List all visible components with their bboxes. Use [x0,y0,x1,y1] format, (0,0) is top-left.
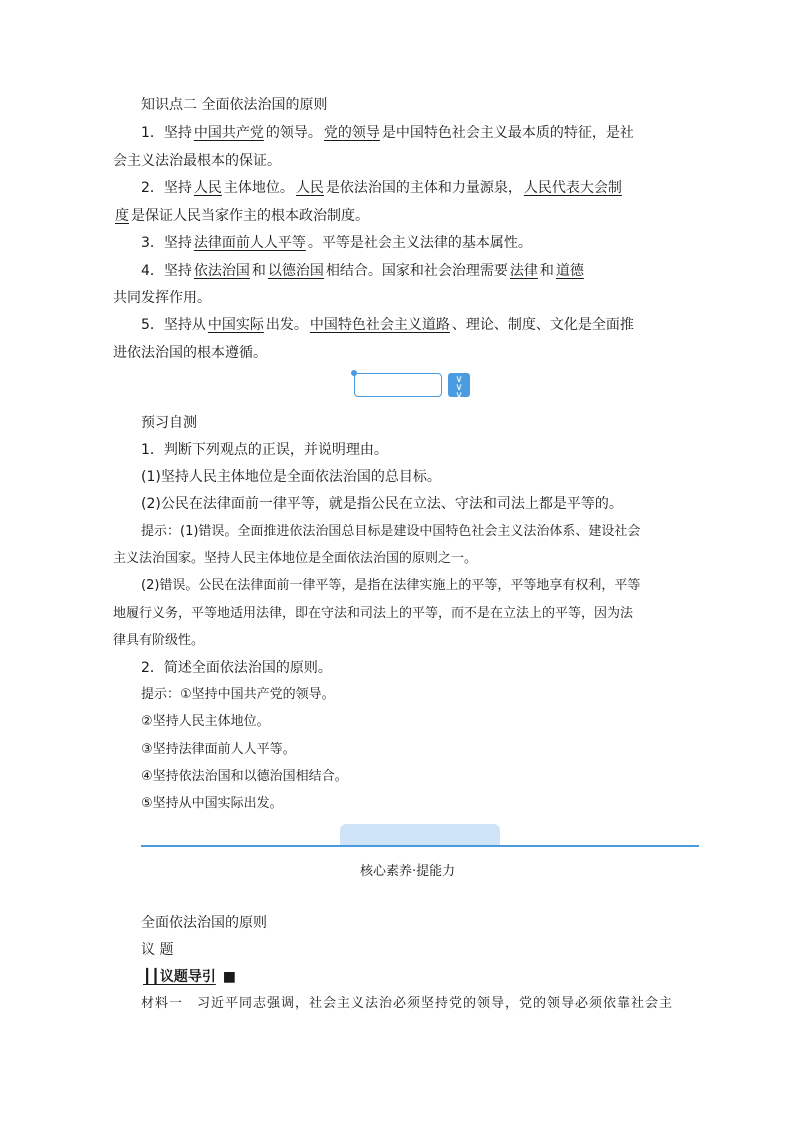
text: 主体地位。 [223,180,294,196]
text: 。平等是社会主义法律的基本属性。 [307,235,532,251]
hint-2-line1: 提示：①坚持中国共产党的领导。 [141,687,335,702]
text: 1．坚持 [141,125,192,141]
text: 是中国特色社会主义最本质的特征，是社 [381,125,634,141]
square-icon: ■ [217,969,236,985]
blank: 道德 [555,263,584,279]
blank: 依法治国 [193,263,250,279]
principle-1-line2: 会主义法治最根本的保证。 [113,153,281,169]
section2-title: 预习自测 [141,415,197,431]
text: 4．坚持 [141,263,192,279]
text: 是保证人民当家作主的根本政治制度。 [131,208,369,224]
principle-3 [141,234,711,252]
text: 3．坚持 [141,235,192,251]
hint-1b-line2: 地履行义务，平等地适用法律，即在守法和司法上的平等，而不是在立法上的平等，因为法 [113,606,634,621]
section3-title: 全面依法治国的原则 [141,915,267,931]
blank: 中国共产党 [193,125,264,141]
text: 5．坚持从 [141,317,206,333]
principle-1-line1 [141,124,711,142]
hint-2-line2: ②坚持人民主体地位。 [141,714,270,729]
hint-1a-line2: 主义法治国家。坚持人民主体地位是全面依法治国的原则之一。 [113,551,478,566]
hint-2-line5: ⑤坚持从中国实际出发。 [141,796,283,811]
question-1a: (1)坚持人民主体地位是全面依法治国的总目标。 [141,469,441,485]
bullet-dot-icon [351,370,357,376]
blank: 党的领导 [323,125,380,141]
chevron-down-icon: ∨ ∨ ∨ [448,373,470,397]
principle-2-line1 [141,179,711,197]
hint-2-line3: ③坚持法律面前人人平等。 [141,742,296,757]
hint-1b-line1: (2)错误。公民在法律面前一律平等，是指在法律实施上的平等，平等地享有权利，平等 [141,578,641,593]
principle-4-line1 [141,262,711,280]
blank: 人民代表大会制 [523,180,622,196]
blank: 以德治国 [267,263,324,279]
question-2: 2．简述全面依法治国的原则。 [141,660,332,676]
blank: 中国特色社会主义道路 [309,317,450,333]
material-1: 材料一 习近平同志强调，社会主义法治必须坚持党的领导，党的领导必须依靠社会主 [141,996,674,1011]
blank: 人民 [193,180,222,196]
guide-label: ┃┃议题导引 [143,969,216,985]
blank: 中国实际 [207,317,264,333]
section1-title: 知识点二 全面依法治国的原则 [141,97,328,113]
principle-5-line2: 进依法治国的根本遵循。 [113,345,267,361]
section-rule [141,845,699,847]
text: 和 [539,263,554,279]
topic-guide [141,968,711,986]
principle-2-line2 [113,207,683,225]
question-1b: (2)公民在法律面前一律平等，就是指公民在立法、守法和司法上都是平等的。 [141,496,623,512]
blank: 法律面前人人平等 [193,235,306,251]
text: 和 [251,263,266,279]
hint-2-line4: ④坚持依法治国和以德治国相结合。 [141,769,348,784]
blank: 度 [115,208,129,224]
blank: 人民 [295,180,324,196]
text: 是依法治国的主体和力量源泉， [325,180,522,196]
text: 2．坚持 [141,180,192,196]
question-1: 1．判断下列观点的正误，并说明理由。 [141,442,388,458]
hint-1b-line3: 律具有阶级性。 [113,633,205,648]
text: 出发。 [265,317,308,333]
section-header-box [354,373,442,397]
section3-banner: 核心素养·提能力 [360,864,456,879]
principle-5-line1 [141,316,711,334]
text: 、理论、制度、文化是全面推 [451,317,634,333]
text: 相结合。国家和社会治理需要 [325,263,508,279]
section-band [340,824,500,846]
principle-4-line2: 共同发挥作用。 [113,290,211,306]
text: 的领导。 [265,125,322,141]
blank: 法律 [509,263,538,279]
topic-label: 议 题 [141,942,174,958]
hint-1a-line1: 提示：(1)错误。全面推进依法治国总目标是建设中国特色社会主义法治体系、建设社会 [141,524,641,539]
